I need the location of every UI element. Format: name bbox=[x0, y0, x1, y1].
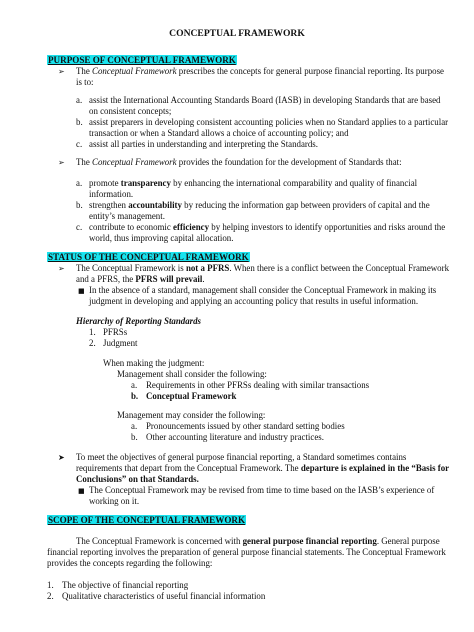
list-item-line: transaction or when a Standard allows a choice of accounting policy; and bbox=[89, 128, 349, 138]
departure-line3: Conclusions” on that Standards. bbox=[76, 474, 199, 484]
judgment-intro: When making the judgment: bbox=[103, 358, 205, 368]
list-item-line: assist preparers in developing consistent accounting policies when no Standard applies to a particular bbox=[89, 117, 449, 127]
list-marker: b. bbox=[76, 200, 83, 210]
list-item-line: assist all parties in understanding and interpreting the Standards. bbox=[89, 139, 318, 149]
arrow-bullet-icon: ➢ bbox=[58, 67, 65, 76]
list-item-line: on consistent concepts; bbox=[89, 106, 172, 116]
scope-line3: provides the concepts regarding the following: bbox=[47, 558, 213, 568]
list-item-line: promote transparency by enhancing the international comparability and quality of financial bbox=[89, 178, 418, 188]
list-marker: a. bbox=[131, 421, 138, 431]
hierarchy-title: Hierarchy of Reporting Standards bbox=[76, 316, 202, 326]
list-item: The objective of financial reporting bbox=[62, 580, 189, 590]
departure-line1: To meet the objectives of general purpose financial reporting, a Standard sometimes contains bbox=[76, 452, 407, 462]
list-item-line: entity’s management. bbox=[89, 211, 165, 221]
list-item-line: information. bbox=[89, 189, 134, 199]
list-item: Qualitative characteristics of useful financial information bbox=[62, 591, 266, 601]
absence-line2: judgment in developing and applying an accounting policy that results in useful information. bbox=[89, 296, 419, 306]
list-marker: c. bbox=[76, 139, 83, 149]
status-line1: The Conceptual Framework is not a PFRS. When there is a conflict between the Conceptual Framework bbox=[76, 263, 450, 273]
shall-consider-label: Management shall consider the following: bbox=[117, 369, 267, 379]
list-item-line: strengthen accountability by reducing the information gap between providers of capital and the bbox=[89, 200, 430, 210]
list-marker: a. bbox=[76, 178, 83, 188]
list-item-line: world, thus improving capital allocation. bbox=[89, 233, 234, 243]
revision-line2: working on it. bbox=[89, 496, 140, 506]
list-item: PFRSs bbox=[103, 327, 128, 337]
revision-line1: The Conceptual Framework may be revised from time to time based on the IASB’s experience of bbox=[89, 485, 435, 495]
list-marker: b. bbox=[131, 391, 139, 401]
section-heading-scope: SCOPE OF THE CONCEPTUAL FRAMEWORK bbox=[48, 515, 246, 525]
list-item: Judgment bbox=[103, 338, 138, 348]
departure-line2: requirements that depart from the Conceptual Framework. The departure is explained in the “Basis for bbox=[76, 463, 450, 473]
list-item-line: contribute to economic efficiency by helping investors to identify opportunities and risks around the bbox=[89, 222, 446, 232]
arrow-bullet-icon: ➢ bbox=[58, 158, 65, 167]
status-line2: and a PFRS, the PFRS will prevail. bbox=[76, 274, 205, 284]
list-marker: c. bbox=[76, 222, 83, 232]
list-marker: 2. bbox=[89, 338, 96, 348]
section-heading-status: STATUS OF THE CONCEPTUAL FRAMEWORK bbox=[48, 252, 249, 262]
list-item: Pronouncements issued by other standard setting bodies bbox=[146, 421, 345, 431]
section-heading-purpose: PURPOSE OF CONCEPTUAL FRAMEWORK bbox=[48, 55, 236, 65]
list-item: Requirements in other PFRSs dealing with similar transactions bbox=[146, 380, 370, 390]
square-bullet-icon: ■ bbox=[78, 287, 85, 295]
list-marker: 1. bbox=[89, 327, 96, 337]
scope-line1: The Conceptual Framework is concerned with general purpose financial reporting. General purpose bbox=[76, 536, 440, 546]
square-bullet-icon: ■ bbox=[78, 487, 85, 495]
list-item: Conceptual Framework bbox=[146, 391, 237, 401]
foundation-text: The Conceptual Framework provides the foundation for the development of Standards that: bbox=[76, 157, 402, 167]
may-consider-label: Management may consider the following: bbox=[117, 410, 266, 420]
list-marker: 2. bbox=[47, 591, 54, 601]
list-item: Other accounting literature and industry practices. bbox=[146, 432, 324, 442]
list-marker: b. bbox=[131, 432, 138, 442]
arrow-bullet-icon: ➢ bbox=[58, 264, 65, 273]
page-title: CONCEPTUAL FRAMEWORK bbox=[169, 28, 305, 39]
list-marker: 1. bbox=[47, 580, 54, 590]
absence-line1: In the absence of a standard, management shall consider the Conceptual Framework in making its bbox=[89, 285, 437, 295]
purpose-intro-line2: is to: bbox=[76, 77, 94, 87]
scope-line2: financial reporting involves the preparation of general purpose financial statements. The Conceptual Framework bbox=[47, 547, 446, 557]
purpose-intro-line1: The Conceptual Framework prescribes the concepts for general purpose financial reporting. Its purpose bbox=[76, 66, 444, 76]
list-marker: b. bbox=[76, 117, 83, 127]
list-marker: a. bbox=[76, 95, 83, 105]
filled-arrow-bullet-icon: ➤ bbox=[58, 453, 65, 462]
list-item-line: assist the International Accounting Standards Board (IASB) in developing Standards that are based bbox=[89, 95, 441, 105]
list-marker: a. bbox=[131, 380, 138, 390]
